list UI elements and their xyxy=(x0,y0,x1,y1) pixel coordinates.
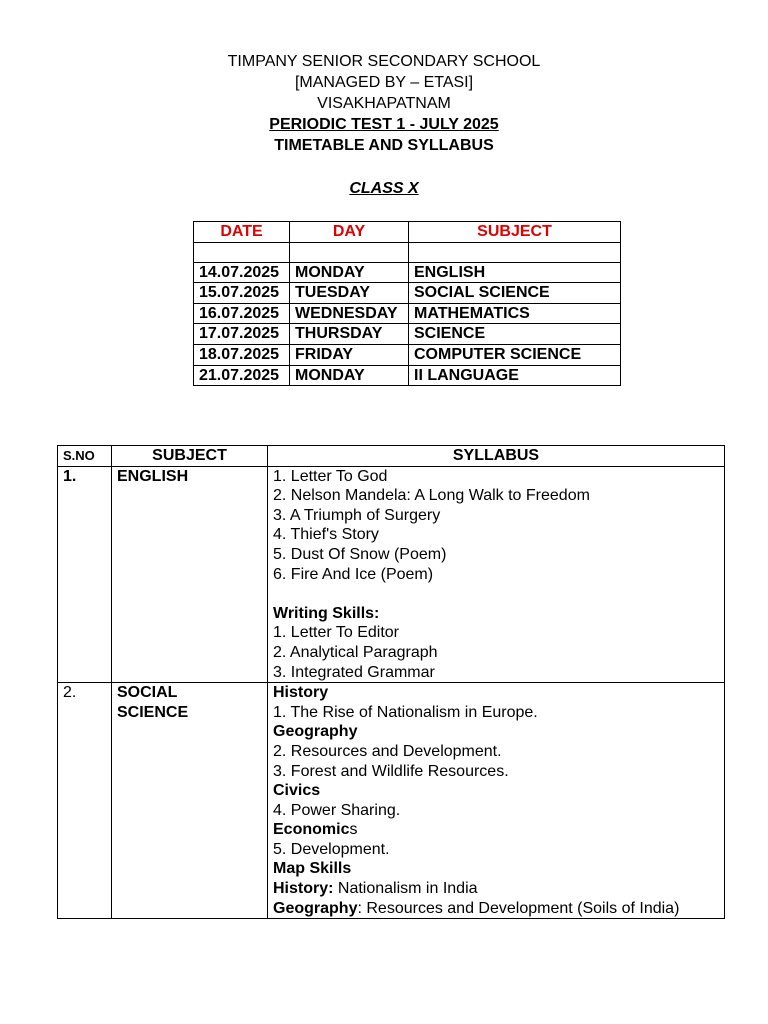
day-cell: TUESDAY xyxy=(290,283,409,304)
syllabus-item: 5. Dust Of Snow (Poem) xyxy=(273,545,447,563)
item-text: Nationalism in India xyxy=(333,880,478,898)
section-heading: Civics xyxy=(273,782,321,800)
syllabus-item: 2. Resources and Development. xyxy=(273,742,502,760)
timetable xyxy=(193,221,621,386)
timetable-blank-row xyxy=(194,242,621,262)
table-row xyxy=(194,303,621,324)
syllabus-item xyxy=(273,879,719,899)
syllabus-item: 2. Analytical Paragraph xyxy=(273,643,438,661)
subject-line: SCIENCE xyxy=(117,703,189,721)
day-cell: MONDAY xyxy=(290,262,409,283)
syllabus-item: 1. The Rise of Nationalism in Europe. xyxy=(273,703,538,721)
table-row xyxy=(194,283,621,304)
syllabus-table xyxy=(57,445,725,919)
syllabus-item: 1. Letter To God xyxy=(273,467,388,485)
blank-cell xyxy=(194,242,290,262)
section-heading: Map Skills xyxy=(273,860,352,878)
table-row xyxy=(194,344,621,365)
date-cell: 15.07.2025 xyxy=(194,283,290,304)
syllabus-item: 4. Thief's Story xyxy=(273,526,379,544)
syllabus-item: 3. A Triumph of Surgery xyxy=(273,506,441,524)
date-cell: 17.07.2025 xyxy=(194,324,290,345)
sno-cell: 2. xyxy=(58,683,112,919)
header-date: DATE xyxy=(194,222,290,243)
syllabus-item: 4. Power Sharing. xyxy=(273,801,401,819)
subject-cell: II LANGUAGE xyxy=(409,365,621,386)
section-heading: History xyxy=(273,684,329,702)
syllabus-cell xyxy=(268,466,725,683)
subject-cell: ENGLISH xyxy=(112,466,268,683)
header-syllabus: SYLLABUS xyxy=(268,446,725,467)
syllabus-item: 3. Forest and Wildlife Resources. xyxy=(273,762,509,780)
syllabus-item: 1. Letter To Editor xyxy=(273,624,399,642)
subject-cell: MATHEMATICS xyxy=(409,303,621,324)
date-cell: 21.07.2025 xyxy=(194,365,290,386)
item-label: Geography xyxy=(273,899,358,917)
city-name: VISAKHAPATNAM xyxy=(317,95,451,112)
managed-by: [MANAGED BY – ETASI] xyxy=(294,74,474,91)
section-heading xyxy=(273,820,719,840)
day-cell: THURSDAY xyxy=(290,324,409,345)
date-cell: 14.07.2025 xyxy=(194,262,290,283)
section-heading: Geography xyxy=(273,723,358,741)
syllabus-item: 6. Fire And Ice (Poem) xyxy=(273,565,434,583)
syllabus-row-english xyxy=(58,466,725,683)
day-cell: WEDNESDAY xyxy=(290,303,409,324)
header-subject: SUBJECT xyxy=(409,222,621,243)
heading-rest-part: s xyxy=(349,821,358,839)
table-row xyxy=(194,324,621,345)
subject-cell: COMPUTER SCIENCE xyxy=(409,344,621,365)
header-day: DAY xyxy=(290,222,409,243)
header-sno: S.NO xyxy=(58,446,112,467)
school-name: TIMPANY SENIOR SECONDARY SCHOOL xyxy=(227,53,541,70)
syllabus-header-row xyxy=(58,446,725,467)
section-heading: Writing Skills: xyxy=(273,604,380,622)
subject-cell xyxy=(112,683,268,919)
syllabus-item: 5. Development. xyxy=(273,840,390,858)
subject-cell: SCIENCE xyxy=(409,324,621,345)
subject-cell: SOCIAL SCIENCE xyxy=(409,283,621,304)
syllabus-row-social-science xyxy=(58,683,725,919)
date-cell: 18.07.2025 xyxy=(194,344,290,365)
blank-cell xyxy=(290,242,409,262)
syllabus-item: 3. Integrated Grammar xyxy=(273,663,435,681)
table-row xyxy=(194,262,621,283)
day-cell: MONDAY xyxy=(290,365,409,386)
class-heading-text: CLASS X xyxy=(349,180,419,197)
syllabus-cell xyxy=(268,683,725,919)
syllabus-item: 2. Nelson Mandela: A Long Walk to Freedom xyxy=(273,487,590,505)
doc-subtitle: TIMETABLE AND SYLLABUS xyxy=(274,137,494,154)
syllabus-item xyxy=(273,899,719,919)
day-cell: FRIDAY xyxy=(290,344,409,365)
heading-bold-part: Economic xyxy=(273,821,350,839)
table-row xyxy=(194,365,621,386)
blank-cell xyxy=(409,242,621,262)
item-text: : Resources and Development (Soils of India) xyxy=(357,899,680,917)
class-heading xyxy=(0,178,768,199)
subject-line: SOCIAL xyxy=(117,684,178,702)
test-title-text: PERIODIC TEST 1 - JULY 2025 xyxy=(269,116,499,133)
sno-cell: 1. xyxy=(58,466,112,683)
spacer xyxy=(273,584,719,604)
timetable-header-row xyxy=(194,222,621,243)
item-label: History: xyxy=(273,880,334,898)
subject-cell: ENGLISH xyxy=(409,262,621,283)
test-title xyxy=(0,114,768,135)
header-subject: SUBJECT xyxy=(112,446,268,467)
date-cell: 16.07.2025 xyxy=(194,303,290,324)
